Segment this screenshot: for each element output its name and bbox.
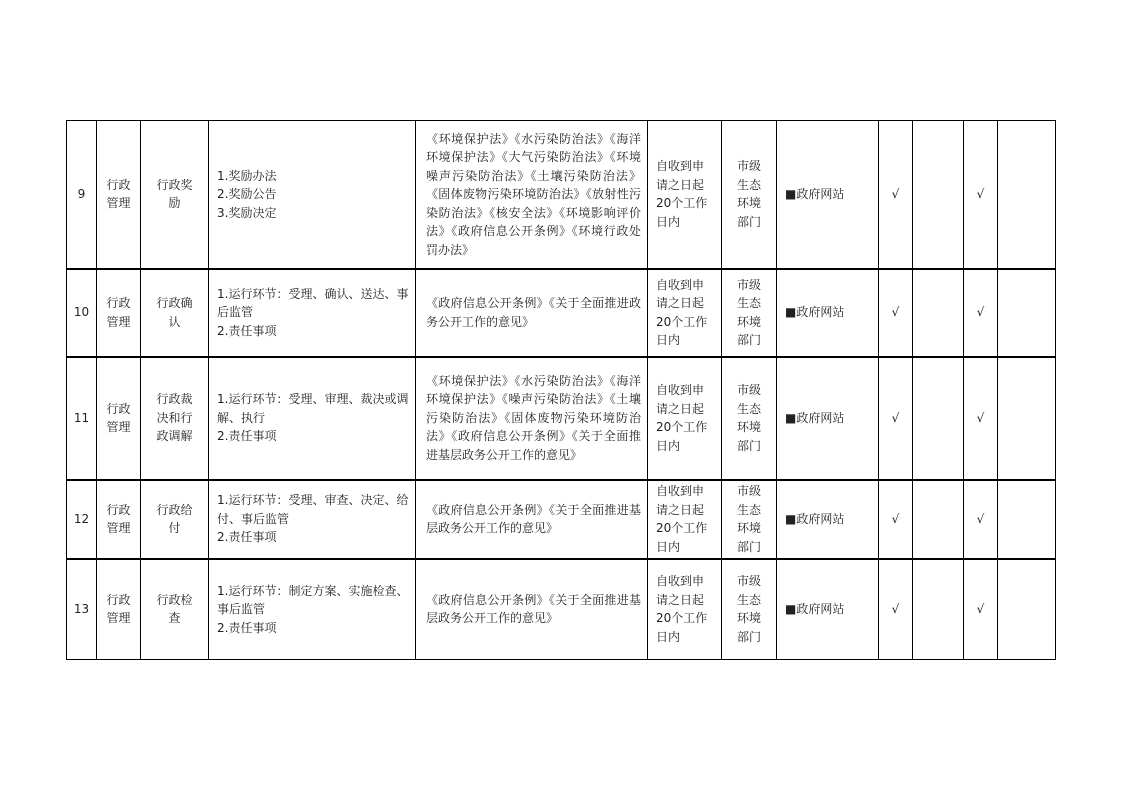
basis-cell: 《环境保护法》《水污染防治法》《海洋环境保护法》《噪声污染防治法》《土壤污染防治法》《固体废物污染环境防治法》《政府信息公开条例》《关于全面推进基层政务公开工作的意见》 (416, 357, 648, 480)
content-cell: 1.运行环节：制定方案、实施检查、事后监管 2.责任事项 (209, 559, 416, 660)
row-number: 10 (67, 269, 97, 357)
subject-cell: 市级 生态 环境 部门 (722, 121, 777, 269)
row-number: 13 (67, 559, 97, 660)
item-cell: 行政检 查 (141, 559, 209, 660)
check-mark-a: √ (879, 559, 913, 660)
category-cell: 行政 管理 (97, 480, 141, 559)
category-cell: 行政 管理 (97, 357, 141, 480)
basis-cell: 《政府信息公开条例》《关于全面推进基层政务公开工作的意见》 (416, 480, 648, 559)
content-cell: 1.运行环节：受理、审理、裁决或调解、执行 2.责任事项 (209, 357, 416, 480)
channel-cell: ■政府网站 (777, 559, 879, 660)
time-limit-cell: 自收到申 请之日起 20个工作 日内 (648, 357, 722, 480)
content-cell: 1.运行环节：受理、确认、送达、事后监管 2.责任事项 (209, 269, 416, 357)
subject-cell: 市级 生态 环境 部门 (722, 357, 777, 480)
check-mark-b: √ (964, 269, 998, 357)
check-mark-b: √ (964, 121, 998, 269)
basis-cell: 《政府信息公开条例》《关于全面推进基层政务公开工作的意见》 (416, 559, 648, 660)
table-row (67, 559, 1056, 660)
check-mark-b: √ (964, 357, 998, 480)
table-row (67, 357, 1056, 480)
subject-cell: 市级 生态 环境 部门 (722, 480, 777, 559)
subject-cell: 市级 生态 环境 部门 (722, 269, 777, 357)
category-cell: 行政 管理 (97, 269, 141, 357)
table-row (67, 480, 1056, 559)
check-mark-a: √ (879, 357, 913, 480)
row-number: 9 (67, 121, 97, 269)
channel-cell: ■政府网站 (777, 121, 879, 269)
content-cell: 1.奖励办法 2.奖励公告 3.奖励决定 (209, 121, 416, 269)
empty-cell (913, 121, 964, 269)
empty-cell (998, 269, 1056, 357)
channel-cell: ■政府网站 (777, 269, 879, 357)
basis-cell: 《政府信息公开条例》《关于全面推进政务公开工作的意见》 (416, 269, 648, 357)
channel-cell: ■政府网站 (777, 357, 879, 480)
check-mark-a: √ (879, 269, 913, 357)
empty-cell (998, 121, 1056, 269)
check-mark-a: √ (879, 121, 913, 269)
item-cell: 行政裁 决和行 政调解 (141, 357, 209, 480)
check-mark-b: √ (964, 559, 998, 660)
channel-cell: ■政府网站 (777, 480, 879, 559)
empty-cell (998, 357, 1056, 480)
empty-cell (913, 480, 964, 559)
basis-cell: 《环境保护法》《水污染防治法》《海洋环境保护法》《大气污染防治法》《环境噪声污染防治法》《土壤污染防治法》《固体废物污染环境防治法》《放射性污染防治法》《核安全法》《环境影响评价法》《政府信息公开条例》《环境行政处罚办法》 (416, 121, 648, 269)
item-cell: 行政给 付 (141, 480, 209, 559)
disclosure-table (66, 120, 1056, 660)
check-mark-b: √ (964, 480, 998, 559)
empty-cell (998, 559, 1056, 660)
time-limit-cell: 自收到申 请之日起 20个工作 日内 (648, 559, 722, 660)
content-cell: 1.运行环节：受理、审查、决定、给付、事后监管 2.责任事项 (209, 480, 416, 559)
time-limit-cell: 自收到申 请之日起 20个工作 日内 (648, 480, 722, 559)
time-limit-cell: 自收到申 请之日起 20个工作 日内 (648, 269, 722, 357)
check-mark-a: √ (879, 480, 913, 559)
category-cell: 行政 管理 (97, 121, 141, 269)
item-cell: 行政确 认 (141, 269, 209, 357)
item-cell: 行政奖 励 (141, 121, 209, 269)
subject-cell: 市级 生态 环境 部门 (722, 559, 777, 660)
empty-cell (913, 559, 964, 660)
empty-cell (998, 480, 1056, 559)
table-row (67, 269, 1056, 357)
category-cell: 行政 管理 (97, 559, 141, 660)
empty-cell (913, 357, 964, 480)
row-number: 12 (67, 480, 97, 559)
row-number: 11 (67, 357, 97, 480)
time-limit-cell: 自收到申 请之日起 20个工作 日内 (648, 121, 722, 269)
empty-cell (913, 269, 964, 357)
table-row (67, 121, 1056, 269)
